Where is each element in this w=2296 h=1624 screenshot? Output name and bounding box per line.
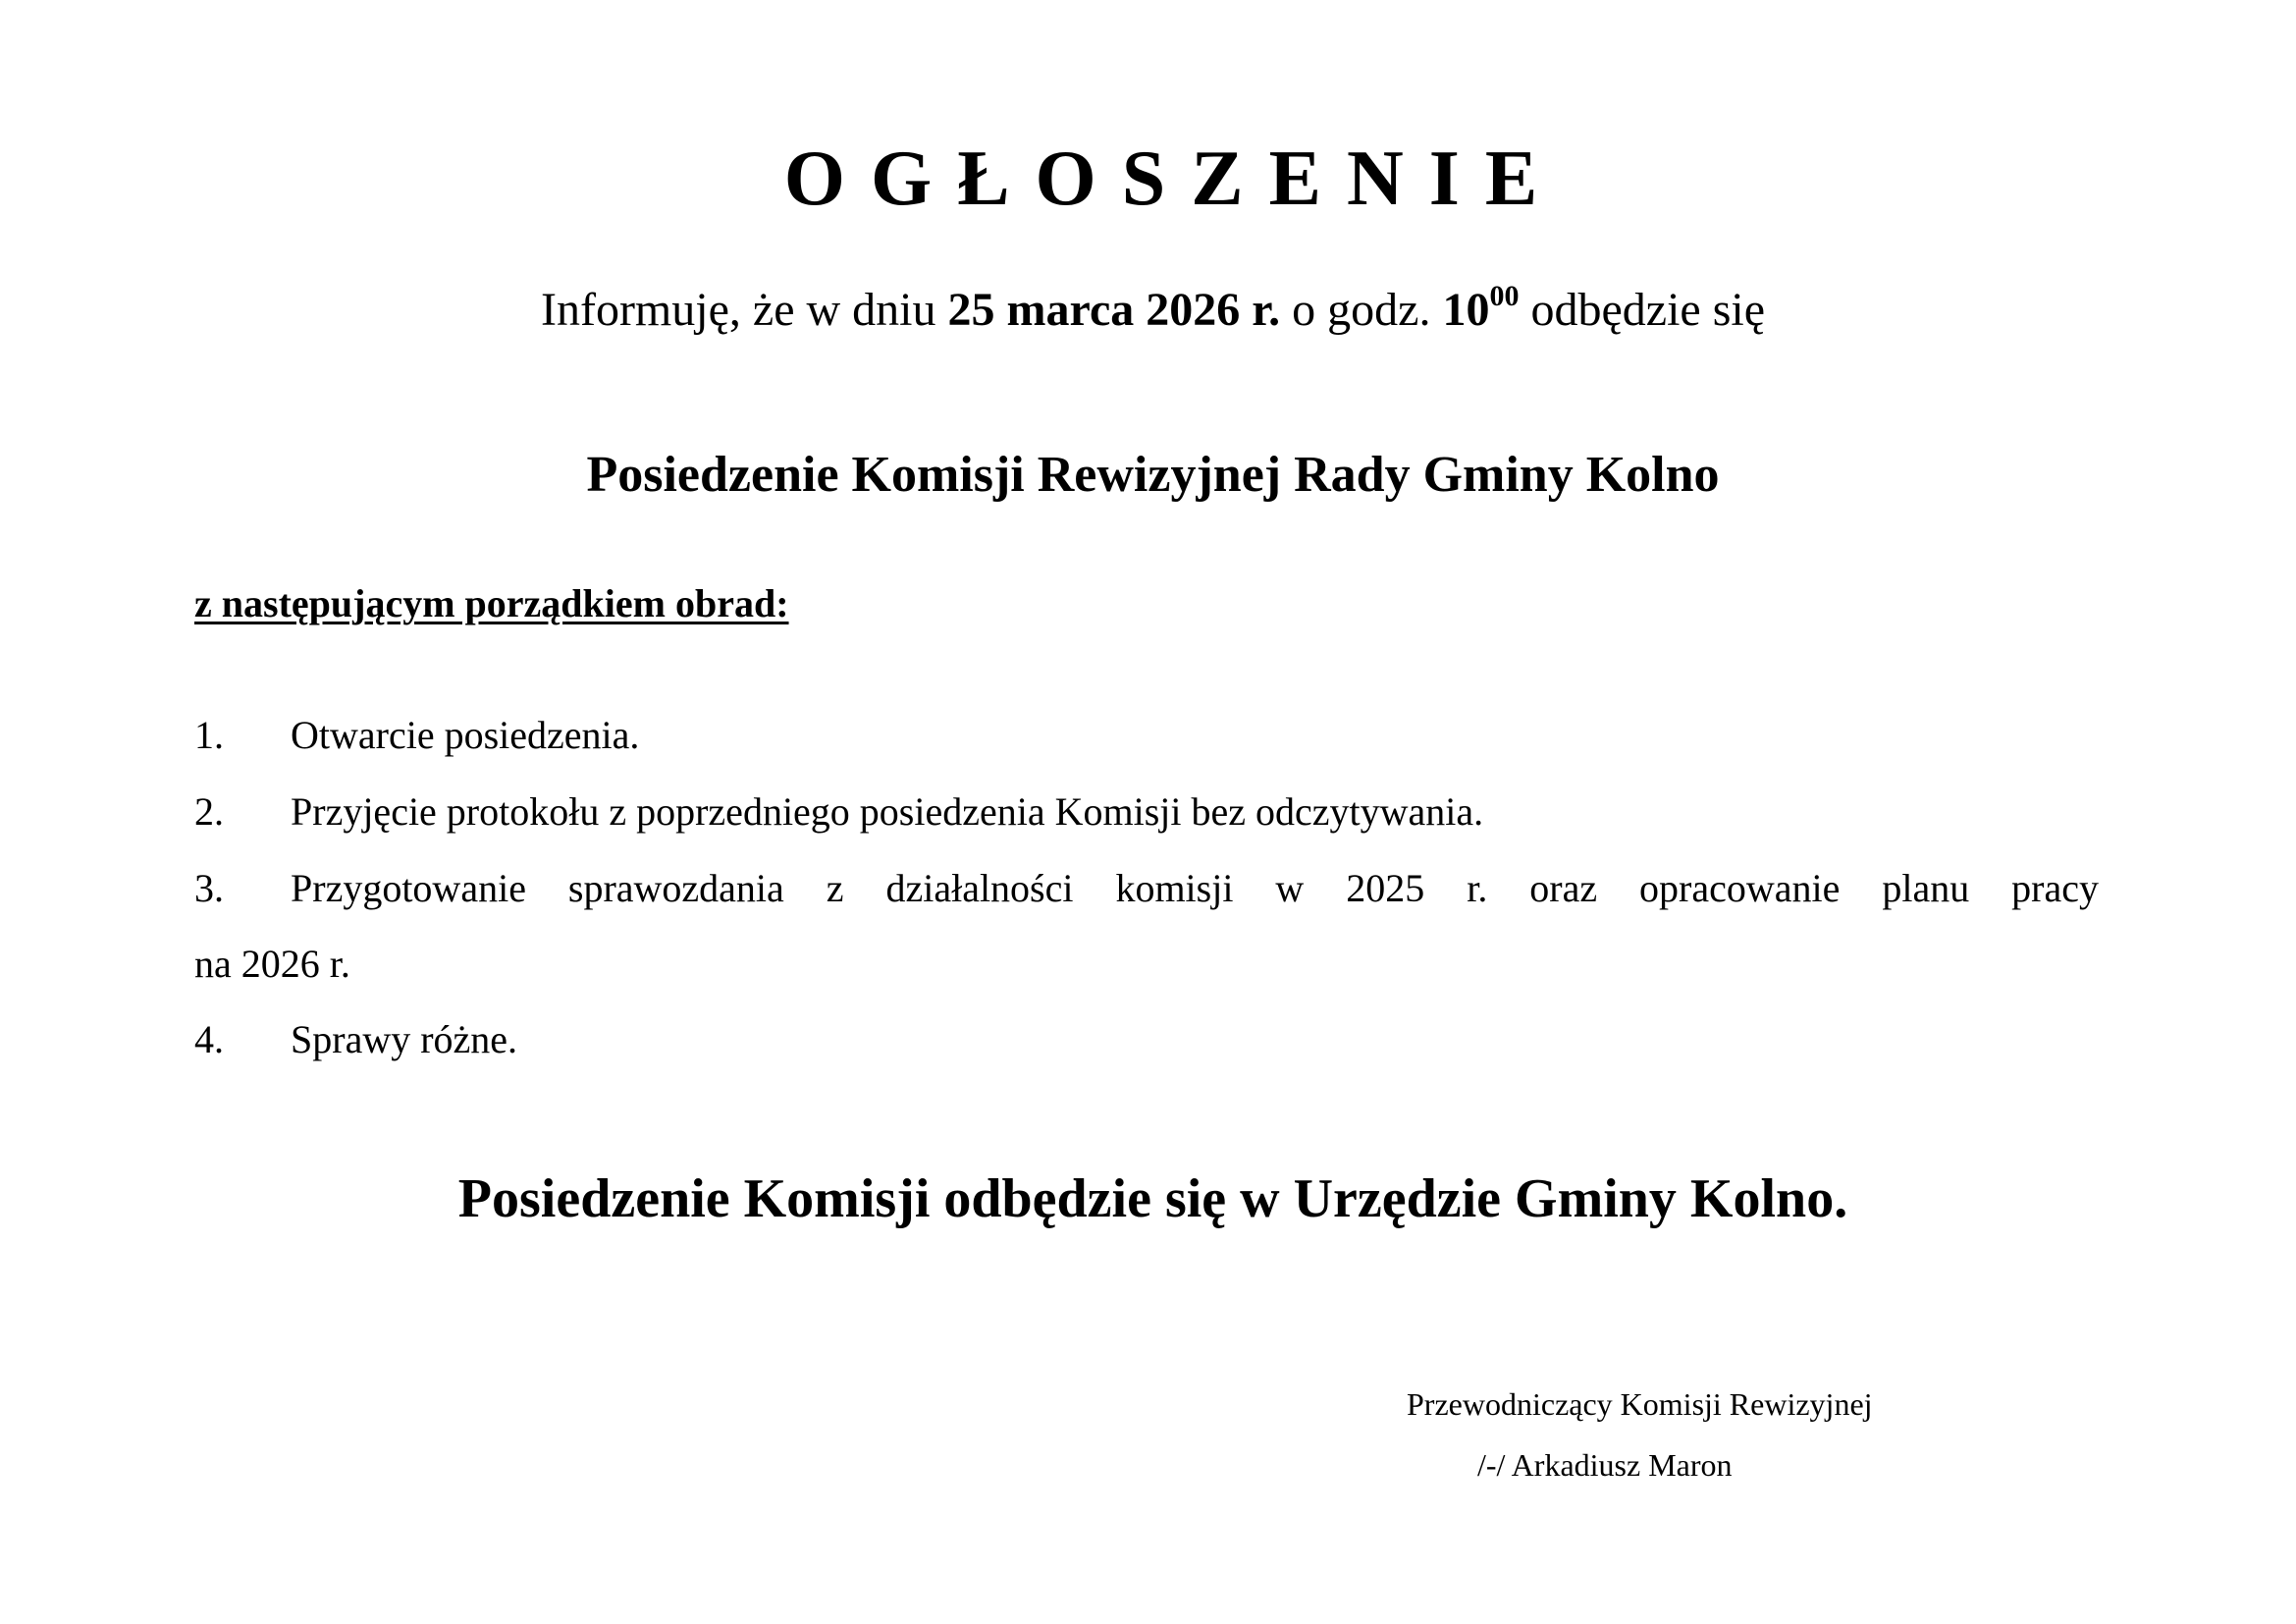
document-title: OGŁOSZENIE: [783, 135, 1564, 222]
meeting-location: Posiedzenie Komisji odbędzie się w Urzędzie Gminy Kolno.: [457, 1168, 1848, 1229]
meeting-minutes: 00: [1489, 280, 1520, 312]
signature-role: Przewodniczący Komisji Rewizyjnej: [1407, 1386, 1873, 1422]
meeting-heading: Posiedzenie Komisji Rewizyjnej Rady Gminy Kolno: [586, 447, 1720, 503]
agenda-item-number: 4.: [194, 1017, 224, 1061]
intro-prefix: Informuję, że w dniu: [540, 284, 948, 336]
signature-name: /-/ Arkadiusz Maron: [1477, 1447, 1733, 1483]
agenda-item-text: Sprawy różne.: [291, 1017, 518, 1061]
agenda-item: [194, 864, 2099, 913]
intro-middle: o godz.: [1280, 284, 1443, 336]
agenda-item-number: 1.: [194, 713, 224, 757]
agenda-heading: z następującym porządkiem obrad:: [194, 581, 789, 625]
agenda-item-text: Przygotowanie sprawozdania z działalności komisji w 2025 r. oraz opracowanie planu pracy: [291, 866, 2099, 910]
agenda-item-continuation: na 2026 r.: [194, 942, 350, 986]
agenda-item-number: 3.: [194, 866, 224, 910]
agenda-item-number: 2.: [194, 789, 224, 834]
agenda-item: [194, 1015, 2099, 1064]
agenda-item-text: Otwarcie posiedzenia.: [291, 713, 640, 757]
meeting-date: 25 marca 2026 r.: [947, 284, 1281, 336]
agenda-item-text: Przyjęcie protokołu z poprzedniego posiedzenia Komisji bez odczytywania.: [291, 789, 1484, 834]
agenda-item: [194, 787, 2099, 837]
agenda-item: [194, 711, 2099, 760]
meeting-hour: 10: [1442, 284, 1490, 336]
intro-paragraph: [0, 281, 2296, 346]
intro-suffix: odbędzie się: [1519, 284, 1766, 336]
